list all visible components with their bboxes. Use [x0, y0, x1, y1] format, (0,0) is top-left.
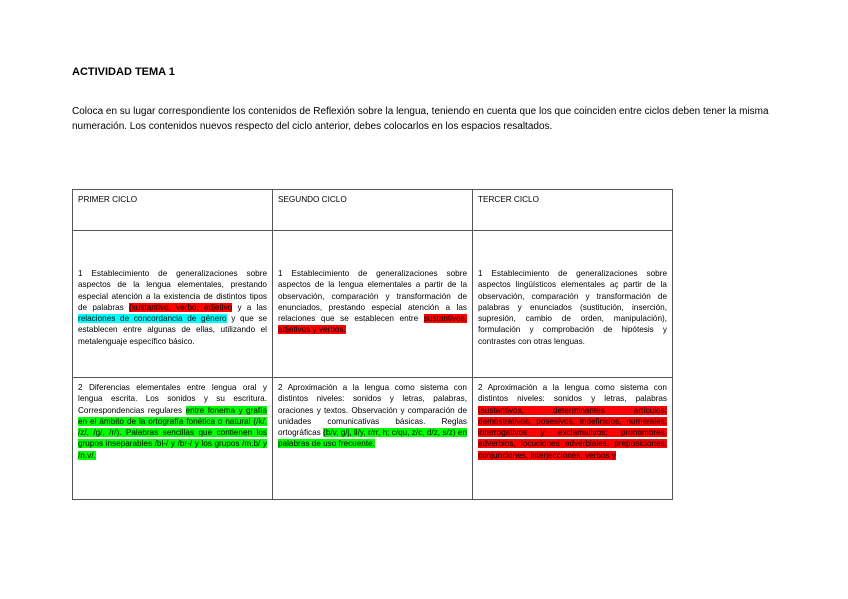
content-table: [72, 189, 673, 500]
highlight-green: (b/v, g/j, ll/y, r/rr, h; c/qu, z/c, d/z, s/z) en palabras de uso frecuente.: [278, 428, 467, 449]
text-segment: y a las: [232, 302, 267, 312]
highlight-red: (sustantivo, verbo, adjetivo: [128, 302, 233, 312]
cell-text: [78, 235, 267, 347]
cell-r2-primer: [73, 378, 273, 500]
cell-text: [278, 235, 467, 336]
header-tercer-ciclo: TERCER CICLO: [473, 190, 673, 231]
text-segment: 2 Aproximación a la lengua como sistema con distintos niveles: sonidos y letras, palabras: [478, 383, 667, 404]
cell-text: [478, 382, 667, 490]
text-segment: 1 Establecimiento de generalizaciones sobre aspectos de la lengua elementales a partir de la observación, comparación y transformación de enunciados, prestando especial atención a las relaciones que se establecen entre: [278, 269, 467, 324]
cell-text: [78, 382, 267, 461]
cell-r1-primer: [73, 231, 273, 378]
cell-r2-segundo: [273, 378, 473, 500]
table-row: [73, 378, 673, 500]
highlight-red: (sustantivos, determinantes artículos: demostrativos, posesivos, indefinidos, numerales, interrogativos y exclamativos; pronombres, adverbios, locuciones adverbiales, preposiciones, conjunciones, interjecciones, verbos y: [478, 405, 667, 460]
highlight-cyan: relaciones de concordancia de género: [78, 314, 227, 324]
text-segment: 2 Diferencias elementales entre lengua oral y lengua escrita. Los sonidos y su escritura. Correspondencias regulares: [78, 383, 267, 415]
header-segundo-ciclo: SEGUNDO CICLO: [273, 190, 473, 231]
text-segment: y que se establecen entre algunas de ellas, utilizando el metalenguaje específico básico.: [78, 314, 268, 346]
highlight-red: sustantivos, adjetivos y verbos.: [278, 314, 467, 335]
highlight-green: entre fonema y grafía en el ámbito de la ortografía fonética o natural (/k/, /z/, /g/, /r/). Palabras sencillas que contienen los grupos inseparables /bl-/ y /br-/ y los grupos /m.b/ y /n.v/.: [78, 405, 267, 460]
cell-text: 1 Establecimiento de generalizaciones sobre aspectos lingüísticos elementales aç partir de la observación, comparación y transformación de palabras y enunciados (sustitución, inserción, supresión, cambio de orden, manipulación), formulación y comprobación de hipótesis y contrastes con otras lenguas.: [478, 269, 667, 346]
text-segment: 1 Establecimiento de generalizaciones sobre aspectos de la lengua elementales, prestando especial atención a la existencia de distintos tipos de palabras: [78, 269, 267, 312]
table-row: [73, 231, 673, 378]
cell-r1-segundo: [273, 231, 473, 378]
text-segment: 2 Aproximación a la lengua como sistema con distintos niveles: sonidos y letras, palabras, oraciones y textos. Observación y comparación de unidades comunicativas básicas. Reglas ortográficas: [278, 383, 467, 438]
cell-r2-tercer: [473, 378, 673, 500]
instructions-paragraph: Coloca en su lugar correspondiente los contenidos de Reflexión sobre la lengua, teniendo en cuenta que los que coinciden entre ciclos deben tener la misma numeración. Los contenidos nuevos respecto del ciclo anterior, debes colocarlos en los espacios resaltados.: [72, 106, 769, 132]
header-primer-ciclo: PRIMER CICLO: [73, 190, 273, 231]
cell-text: [278, 382, 467, 450]
cell-r1-tercer: [473, 231, 673, 378]
table-header-row: [73, 190, 673, 231]
document-title: ACTIVIDAD TEMA 1: [72, 66, 175, 78]
